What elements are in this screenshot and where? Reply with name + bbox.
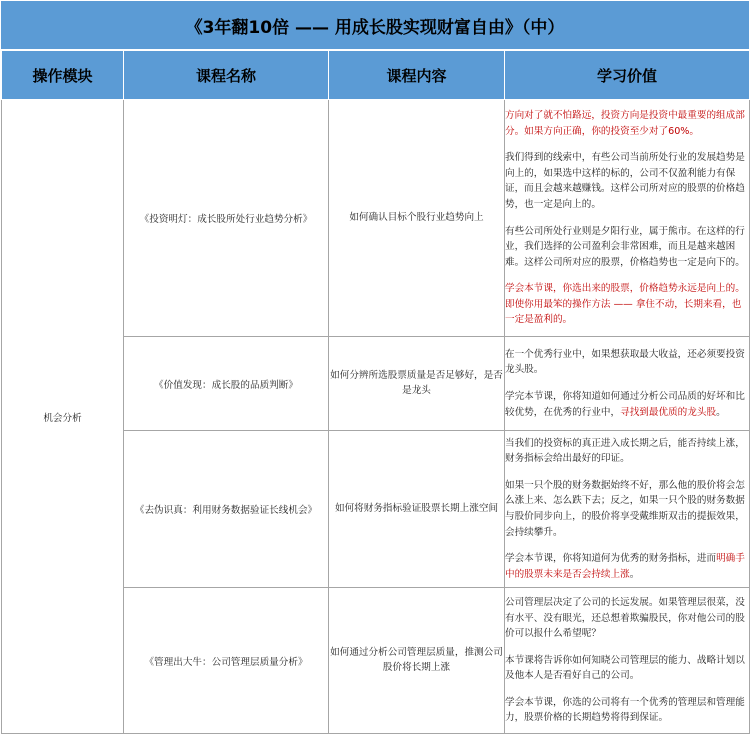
course-content: 如何确认目标个股行业趋势向上 [329, 100, 505, 337]
course-content: 如何分辨所选股票质量是否足够好，是否是龙头 [329, 337, 505, 431]
page-title: 《3年翻10倍 —— 用成长股实现财富自由》（中） [1, 1, 749, 50]
header-row [2, 51, 750, 100]
value-paragraph: 方向对了就不怕路远，投资方向是投资中最重要的组成部分。如果方向正确，你的投资至少对了60%。 [505, 110, 745, 137]
course-name: 《投资明灯：成长股所处行业趋势分析》 [124, 100, 329, 337]
value-paragraph: 如果一只个股的财务数据始终不好，那么他的股价将会怎么涨上来、怎么跌下去；反之，如果一只个股的财务数据与股价同步向上，的股价将享受戴维斯双击的提振效果，会持续攀升。 [505, 479, 745, 538]
learning-value [505, 337, 750, 431]
value-paragraph: 在一个优秀行业中，如果想获取最大收益，还必须要投资龙头股。 [505, 348, 745, 376]
value-paragraph: 学会本节课，你选出来的股票，价格趋势永远是向上的。即使你用最笨的操作方法 —— 拿住不动，长期来看，也一定是盈利的。 [505, 283, 745, 326]
learning-value [505, 100, 750, 337]
value-paragraph: 当我们的投资标的真正进入成长期之后，能否持续上涨，财务指标会给出最好的印证。 [505, 437, 745, 465]
value-paragraph: 有些公司所处行业则是夕阳行业，属于熊市。在这样的行业，我们选择的公司盈利会非常困难，而且是越来越困难。这样公司所对应的股票，价格趋势也一定是向下的。 [505, 225, 745, 268]
header-course-content: 课程内容 [329, 51, 505, 100]
value-paragraph: 学完本节课，你将知道如何通过分析公司品质的好坏和比较优势，在优秀的行业中，寻找到最优质的龙头股。 [505, 391, 745, 418]
header-learning-value: 学习价值 [505, 51, 750, 100]
course-name: 《价值发现：成长股的品质判断》 [124, 337, 329, 431]
header-module: 操作模块 [2, 51, 124, 100]
course-name: 《管理出大牛：公司管理层质量分析》 [124, 588, 329, 734]
course-content: 如何通过分析公司管理层质量，推测公司股价将长期上涨 [329, 588, 505, 734]
value-paragraph: 学会本节课，你将知道何为优秀的财务指标，进而明确手中的股票未来是否会持续上涨。 [505, 553, 745, 580]
course-name: 《去伪识真：利用财务数据验证长线机会》 [124, 431, 329, 588]
value-paragraph: 学会本节课，你选的公司将有一个优秀的管理层和管理能力，股票价格的长期趋势将得到保证。 [505, 696, 745, 724]
learning-value [505, 588, 750, 734]
table-row [2, 100, 750, 337]
header-course-name: 课程名称 [124, 51, 329, 100]
course-content: 如何将财务指标验证股票长期上涨空间 [329, 431, 505, 588]
course-table [1, 50, 750, 734]
value-paragraph: 我们得到的线索中，有些公司当前所处行业的发展趋势是向上的，如果选中这样的标的，公司不仅盈利能力有保证，而且会越来越赚钱。这样公司所对应的股票的价格趋势，也一定是向上的。 [505, 152, 745, 210]
value-paragraph: 本节课将告诉你如何知晓公司管理层的能力、战略计划以及他本人是否看好自己的公司。 [505, 654, 745, 682]
learning-value [505, 431, 750, 588]
module-cell: 机会分析 [2, 100, 124, 734]
value-paragraph: 公司管理层决定了公司的长远发展。如果管理层很菜，没有水平、没有眼光，还总想着欺骗股民，你对他公司的股价可以报什么希望呢？ [505, 597, 745, 640]
